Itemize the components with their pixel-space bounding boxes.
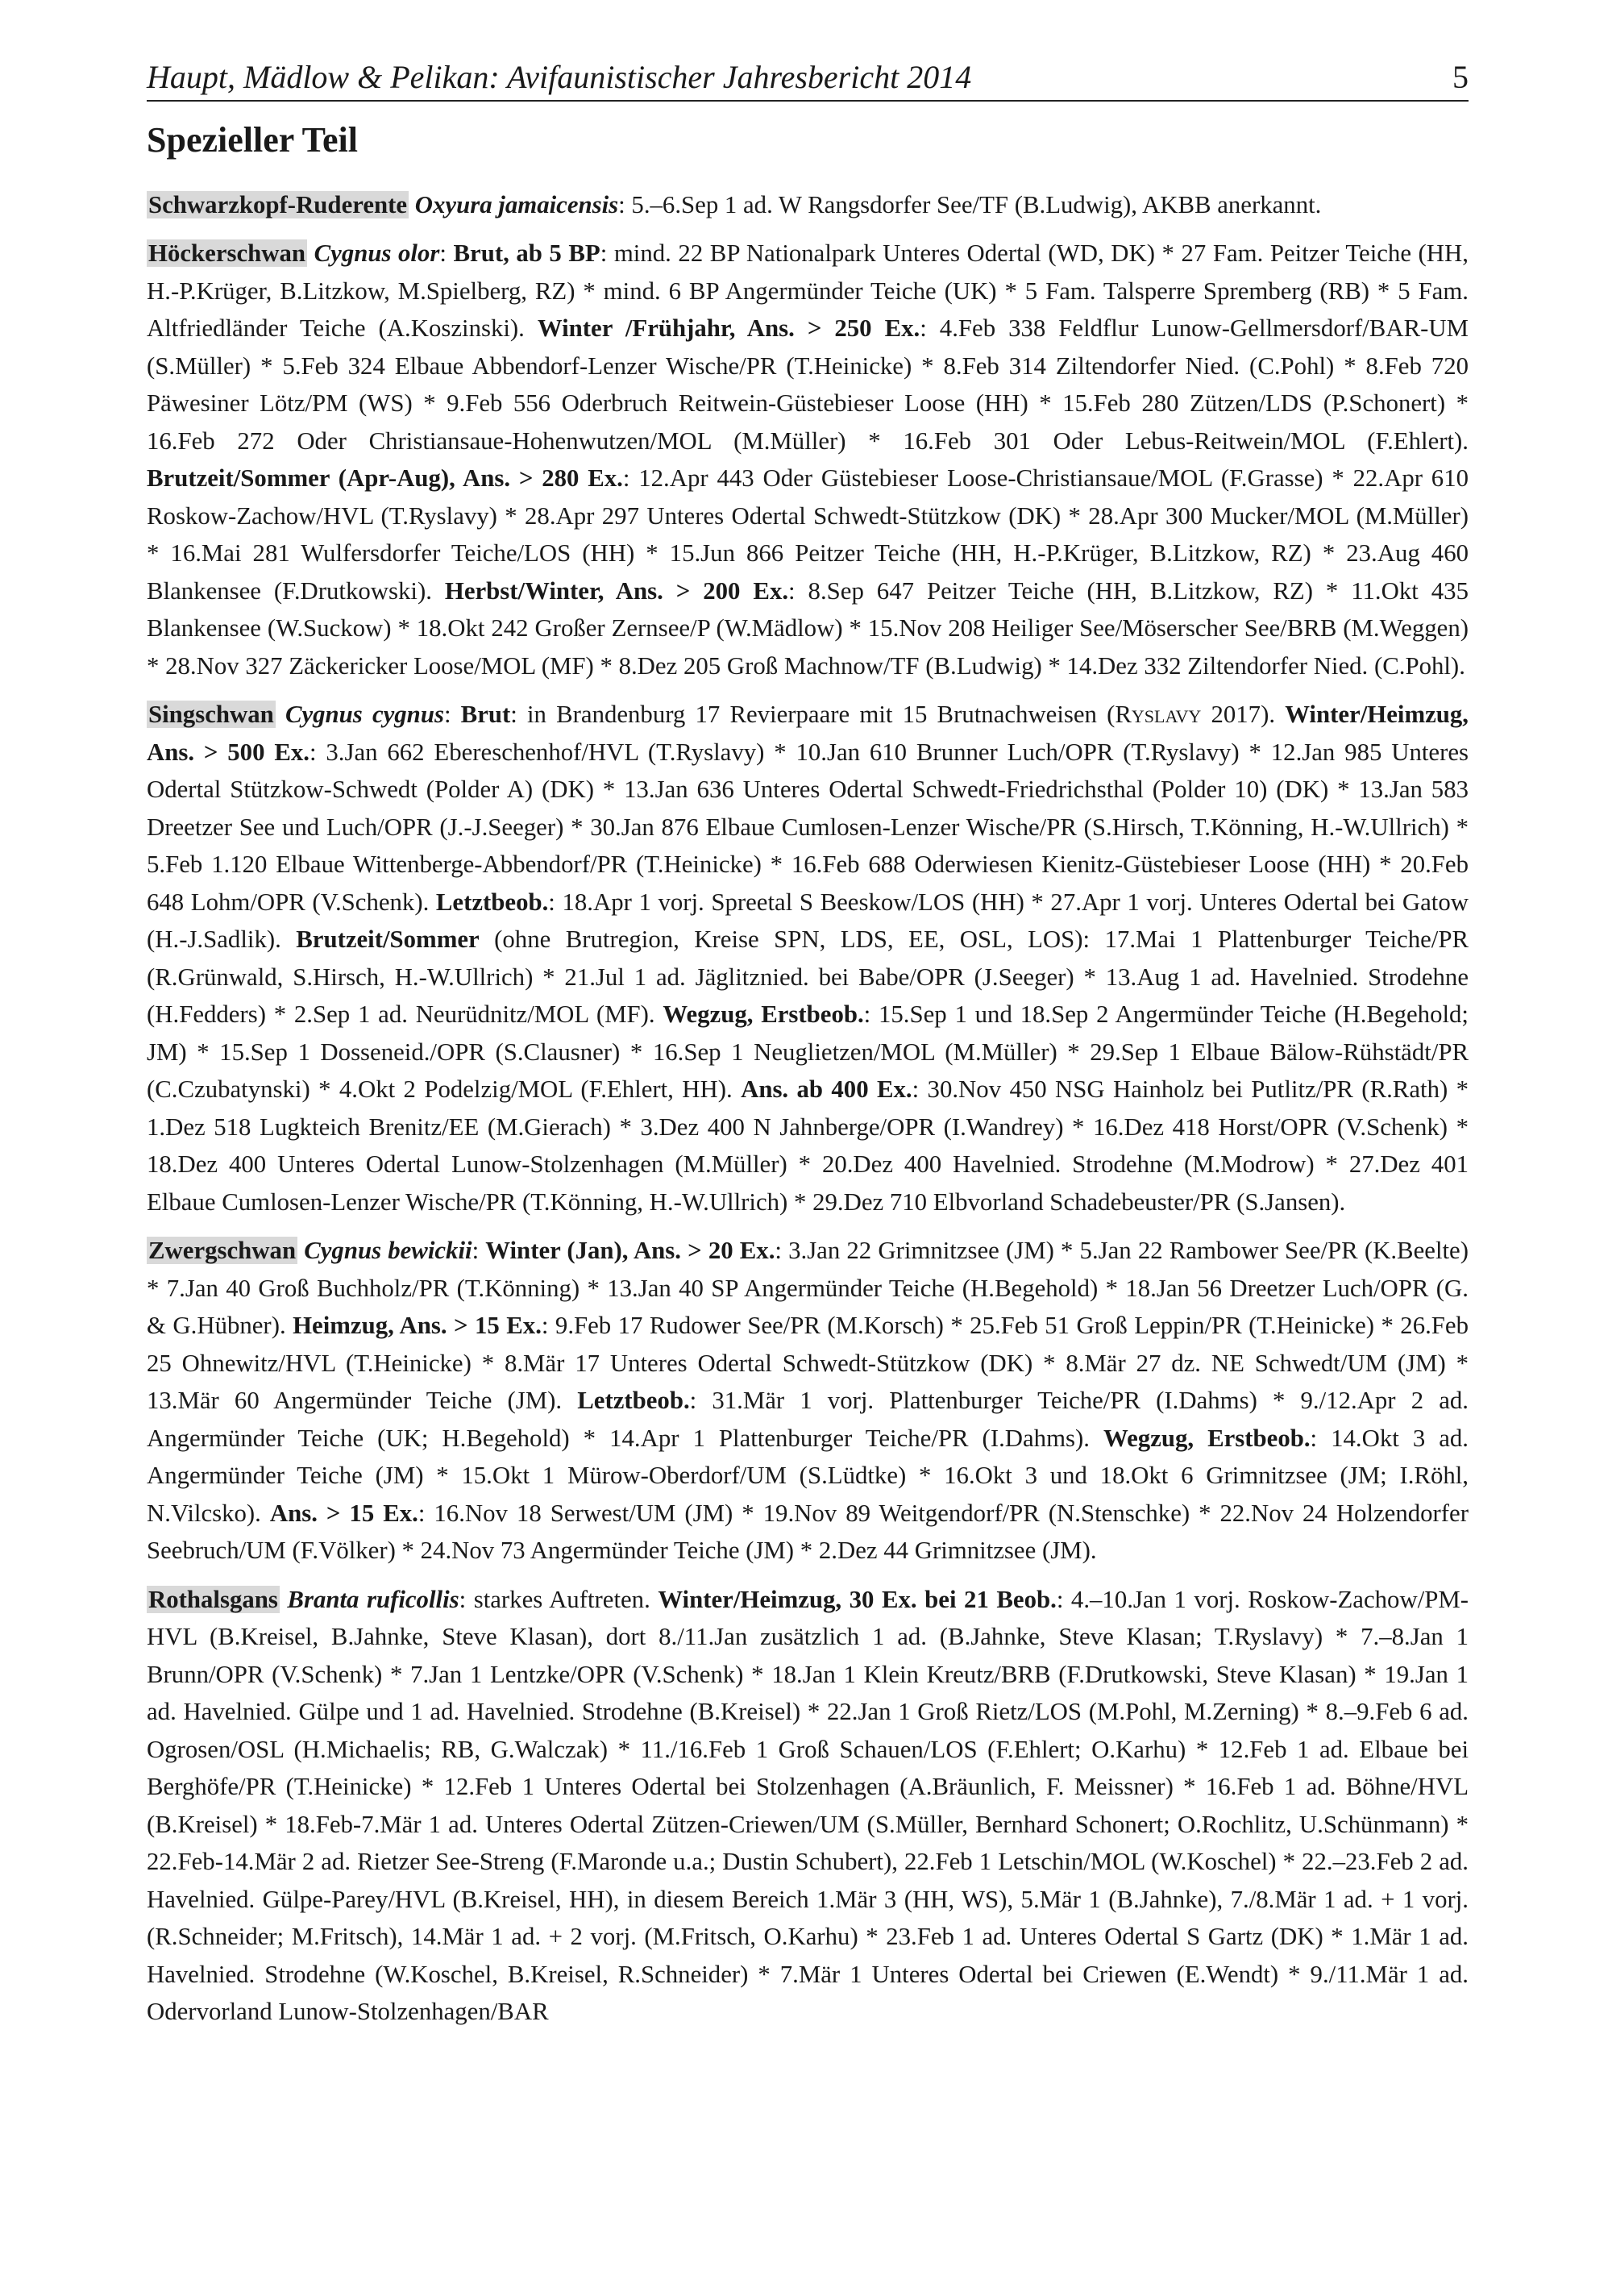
species-account-hoeckerschwan <box>147 235 1469 684</box>
bold-heading: Ans. > 15 Ex. <box>269 1499 418 1527</box>
entry-text: : 30.Nov 450 NSG Hainholz bei Putlitz/PR (R.Rath) * 1.Dez 518 Lugkteich Brenitz/EE (M.Gierach) * 3.Dez 400 N Jahnberge/OPR (I.Wandrey) * 16.Dez 418 Horst/OPR (V.Schenk) * 18.Dez 400 Unteres Odertal Lunow-Stolzenhagen (M.Müller) * 20.Dez 400 Havelnied. Strodehne (M.Modrow) * 27.Dez 401 Elbaue Cumlosen-Lenzer Wische/PR (T.Könning, H.-W.Ullrich) * 29.Dez 710 Elbvorland Schadebeuster/PR (S.Jansen). <box>147 1075 1469 1216</box>
header-title: Haupt, Mädlow & Pelikan: Avifaunistischer Jahresbericht 2014 <box>147 59 972 95</box>
latin-name: Cygnus cygnus <box>285 701 444 729</box>
bold-heading: Brutzeit/Sommer (Apr-Aug), Ans. > 280 Ex. <box>147 464 623 493</box>
entry-text: : 31.Mär 1 vorj. Plattenburger Teiche/PR (I.Dahms) * 9./12.Apr 2 ad. Angermünder Teiche (UK; H.Begehold) * 14.Apr 1 Plattenburger Teiche/PR (I.Dahms). <box>147 1387 1469 1452</box>
bold-heading: Wegzug, Erstbeob. <box>1103 1424 1311 1452</box>
species-name: Schwarzkopf-Ruderente <box>148 190 408 218</box>
species-account-schwarzkopf-ruderente <box>147 186 1469 224</box>
entry-text <box>276 701 285 728</box>
bold-heading: Letztbeob. <box>435 888 549 916</box>
bold-heading: Wegzug, Erstbeob. <box>663 1000 864 1029</box>
latin-name: Oxyura jamaicensis <box>414 190 619 218</box>
entry-text: (ohne Brutregion, Kreise SPN, LDS, EE, OSL, LOS): 17.Mai 1 Plattenburger Teiche/PR (R.Grünwald, S.Hirsch, H.-W.Ullrich) * 21.Jul 1 ad. Jäglitznied. bei Babe/OPR (J.Seeger) * 13.Aug 1 ad. Havelnied. Strodehne (H.Fedders) * 2.Sep 1 ad. Neurüdnitz/MOL (MF). <box>147 925 1469 1029</box>
bold-heading: Winter (Jan), Ans. > 20 Ex. <box>485 1237 775 1265</box>
bold-heading: Herbst/Winter, Ans. > 200 Ex. <box>444 576 789 605</box>
entry-text <box>280 1586 288 1613</box>
species-name: Zwergschwan <box>148 1237 297 1265</box>
bold-heading: Ans. ab 400 Ex. <box>741 1075 912 1104</box>
entry-text: : mind. 22 BP Nationalpark Unteres Odertal (WD, DK) * 27 Fam. Peitzer Teiche (HH, H.-P.Krüger, B.Litzkow, M.Spielberg, RZ) * mind. 6 BP Angermünder Teiche (UK) * 5 Fam. Talsperre Spremberg (RB) * 5 Fam. Altfriedländer Teiche (A.Koszinski). <box>147 239 1469 343</box>
bold-heading: Heimzug, Ans. > 15 Ex. <box>293 1312 542 1340</box>
entry-text: : starkes Auftreten. <box>459 1585 659 1613</box>
bold-heading: Brutzeit/Sommer <box>296 925 480 954</box>
entry-text: : 8.Sep 647 Peitzer Teiche (HH, B.Litzkow, RZ) * 11.Okt 435 Blankensee (W.Suckow) * 18.Okt 242 Großer Zernsee/P (W.Mädlow) * 15.Nov 208 Heiliger See/Möserscher See/BRB (M.Weggen) * 28.Nov 327 Zäckericker Loose/MOL (MF) * 8.Dez 205 Groß Machnow/TF (B.Ludwig) * 14.Dez 332 Ziltendorfer Nied. (C.Pohl). <box>147 576 1469 680</box>
entry-text <box>307 239 314 267</box>
entry-text <box>297 1237 304 1264</box>
entry-text: : 18.Apr 1 vorj. Spreetal S Beeskow/LOS (HH) * 27.Apr 1 vorj. Unteres Odertal bei Gatow (H.-J.Sadlik). <box>147 888 1469 954</box>
latin-name: Branta ruficollis <box>287 1585 459 1613</box>
species-account-singschwan <box>147 696 1469 1221</box>
document-page <box>147 60 1469 2042</box>
bold-heading: Letztbeob. <box>577 1387 690 1415</box>
species-name: Singschwan <box>148 701 274 729</box>
entry-text: : 3.Jan 22 Grimnitzsee (JM) * 5.Jan 22 Rambower See/PR (K.Beelte) * 7.Jan 40 Groß Buchholz/PR (T.Könning) * 13.Jan 40 SP Angermünder Teiche (H.Begehold) * 18.Jan 56 Dreetzer Luch/OPR (G. & G.Hübner). <box>147 1237 1469 1340</box>
bold-heading: Winter/Heimzug, 30 Ex. bei 21 Beob. <box>658 1585 1057 1613</box>
bold-heading: Brut <box>460 701 511 729</box>
small-caps-text: Ryslavy <box>1115 701 1202 729</box>
entry-text: : 16.Nov 18 Serwest/UM (JM) * 19.Nov 89 Weitgendorf/PR (N.Stenschke) * 22.Nov 24 Holzendorfer Seebruch/UM (F.Völker) * 24.Nov 73 Angermünder Teiche (JM) * 2.Dez 44 Grimnitzsee (JM). <box>147 1499 1469 1565</box>
entry-text: : <box>439 239 454 268</box>
entry-text: : 4.Feb 338 Feldflur Lunow-Gellmersdorf/BAR-UM (S.Müller) * 5.Feb 324 Elbaue Abbendorf-Lenzer Wische/PR (T.Heinicke) * 8.Feb 314 Ziltendorfer Nied. (C.Pohl) * 8.Feb 720 Päwesiner Lötz/PM (WS) * 9.Feb 556 Oderbruch Reitwein-Güstebieser Loose (HH) * 15.Feb 280 Zützen/LDS (P.Schonert) * 16.Feb 272 Oder Christiansaue-Hohenwutzen/MOL (M.Müller) * 16.Feb 301 Oder Lebus-Reitwein/MOL (F.Ehlert). <box>147 314 1469 455</box>
entry-text: : <box>443 701 461 729</box>
section-title: Spezieller Teil <box>147 120 358 160</box>
entry-text: : 3.Jan 662 Ebereschenhof/HVL (T.Ryslavy) * 10.Jan 610 Brunner Luch/OPR (T.Ryslavy) * 12.Jan 985 Unteres Odertal Stützkow-Schwedt (Polder A) (DK) * 13.Jan 636 Unteres Odertal Schwedt-Friedrichsthal (Polder 10) (DK) * 13.Jan 583 Dreetzer See und Luch/OPR (J.-J.Seeger) * 30.Jan 876 Elbaue Cumlosen-Lenzer Wische/PR (S.Hirsch, T.Könning, H.-W.Ullrich) * 5.Feb 1.120 Elbaue Wittenberge-Abbendorf/PR (T.Heinicke) * 16.Feb 688 Oderwiesen Kienitz-Güstebieser Loose (HH) * 20.Feb 648 Lohm/OPR (V.Schenk). <box>147 738 1469 916</box>
entry-text: 2017). <box>1201 701 1286 729</box>
species-name: Höckerschwan <box>148 239 306 268</box>
entry-text: : 9.Feb 17 Rudower See/PR (M.Korsch) * 25.Feb 51 Groß Leppin/PR (T.Heinicke) * 26.Feb 25 Ohnewitz/HVL (T.Heinicke) * 8.Mär 17 Unteres Odertal Schwedt-Stützkow (DK) * 8.Mär 27 dz. NE Schwedt/UM (JM) * 13.Mär 60 Angermünder Teiche (JM). <box>147 1312 1469 1415</box>
entry-text: : 12.Apr 443 Oder Güstebieser Loose-Christiansaue/MOL (F.Grasse) * 22.Apr 610 Roskow-Zachow/HVL (T.Ryslavy) * 28.Apr 297 Unteres Odertal Schwedt-Stützkow (DK) * 28.Apr 300 Mucker/MOL (M.Müller) * 16.Mai 281 Wulfersdorfer Teiche/LOS (HH) * 15.Jun 866 Peitzer Teiche (HH, H.-P.Krüger, B.Litzkow, RZ) * 23.Aug 460 Blankensee (F.Drutkowski). <box>147 464 1469 605</box>
species-accounts <box>147 186 1469 2031</box>
entry-text: : <box>472 1237 486 1265</box>
entry-text <box>409 191 415 218</box>
entry-text: : 5.–6.Sep 1 ad. W Rangsdorfer See/TF (B.Ludwig), AKBB anerkannt. <box>618 190 1322 218</box>
bold-heading: Winter /Frühjahr, Ans. > 250 Ex. <box>537 314 920 343</box>
bold-heading: Brut, ab 5 BP <box>453 239 600 268</box>
entry-text: : in Brandenburg 17 Revierpaare mit 15 Brutnachweisen ( <box>510 701 1116 729</box>
page-number: 5 <box>1452 59 1469 95</box>
entry-text: : 15.Sep 1 und 18.Sep 2 Angermünder Teiche (H.Begehold; JM) * 15.Sep 1 Dosseneid./OPR (S.Clausner) * 16.Sep 1 Neuglietzen/MOL (M.Müller) * 29.Sep 1 Elbaue Bälow-Rühstädt/PR (C.Czubatynski) * 4.Okt 2 Podelzig/MOL (F.Ehlert, HH). <box>147 1000 1469 1104</box>
running-header <box>147 60 1469 102</box>
entry-text: : 4.–10.Jan 1 vorj. Roskow-Zachow/PM-HVL (B.Kreisel, B.Jahnke, Steve Klasan), dort 8./11.Jan zusätzlich 1 ad. (B.Jahnke, Steve Klasan; T.Ryslavy) * 7.–8.Jan 1 Brunn/OPR (V.Schenk) * 7.Jan 1 Lentzke/OPR (V.Schenk) * 18.Jan 1 Klein Kreutz/BRB (F.Drutkowski, Steve Klasan) * 19.Jan 1 ad. Havelnied. Gülpe und 1 ad. Havelnied. Strodehne (B.Kreisel) * 22.Jan 1 Groß Rietz/LOS (M.Pohl, M.Zerning) * 8.–9.Feb 6 ad. Ogrosen/OSL (H.Michaelis; RB, G.Walczak) * 11./16.Feb 1 Groß Schauen/LOS (F.Ehlert; O.Karhu) * 12.Feb 1 ad. Elbaue bei Berghöfe/PR (T.Heinicke) * 12.Feb 1 Unteres Odertal bei Stolzenhagen (A.Bräunlich, F. Meissner) * 16.Feb 1 ad. Böhne/HVL (B.Kreisel) * 18.Feb-7.Mär 1 ad. Unteres Odertal Zützen-Criewen/UM (S.Müller, Bernhard Schonert; O.Rochlitz, U.Schünmann) * 22.Feb-14.Mär 2 ad. Rietzer See-Streng (F.Maronde u.a.; Dustin Schubert), 22.Feb 1 Letschin/MOL (W.Koschel) * 22.–23.Feb 2 ad. Havelnied. Gülpe-Parey/HVL (B.Kreisel, HH), in diesem Bereich 1.Mär 3 (HH, WS), 5.Mär 1 (B.Jahnke), 7./8.Mär 1 ad. + 1 vorj. (R.Schneider; M.Fritsch), 14.Mär 1 ad. + 2 vorj. (M.Fritsch, O.Karhu) * 23.Feb 1 ad. Unteres Odertal S Gartz (DK) * 1.Mär 1 ad. Havelnied. Strodehne (W.Koschel, B.Kreisel, R.Schneider) * 7.Mär 1 Unteres Odertal bei Criewen (E.Wendt) * 9./11.Mär 1 ad. Odervorland Lunow-Stolzenhagen/BAR <box>147 1585 1469 2026</box>
latin-name: Cygnus olor <box>314 239 440 268</box>
species-name: Rothalsgans <box>148 1585 278 1613</box>
species-account-zwergschwan <box>147 1232 1469 1570</box>
entry-text: : 14.Okt 3 ad. Angermünder Teiche (JM) * 15.Okt 1 Mürow-Oberdorf/UM (S.Lüdtke) * 16.Okt 3 und 18.Okt 6 Grimnitzsee (JM; I.Röhl, N.Vilcsko). <box>147 1424 1469 1527</box>
species-account-rothalsgans <box>147 1581 1469 2031</box>
bold-heading: Winter/Heimzug, Ans. > 500 Ex. <box>147 701 1469 766</box>
latin-name: Cygnus bewickii <box>304 1237 472 1265</box>
